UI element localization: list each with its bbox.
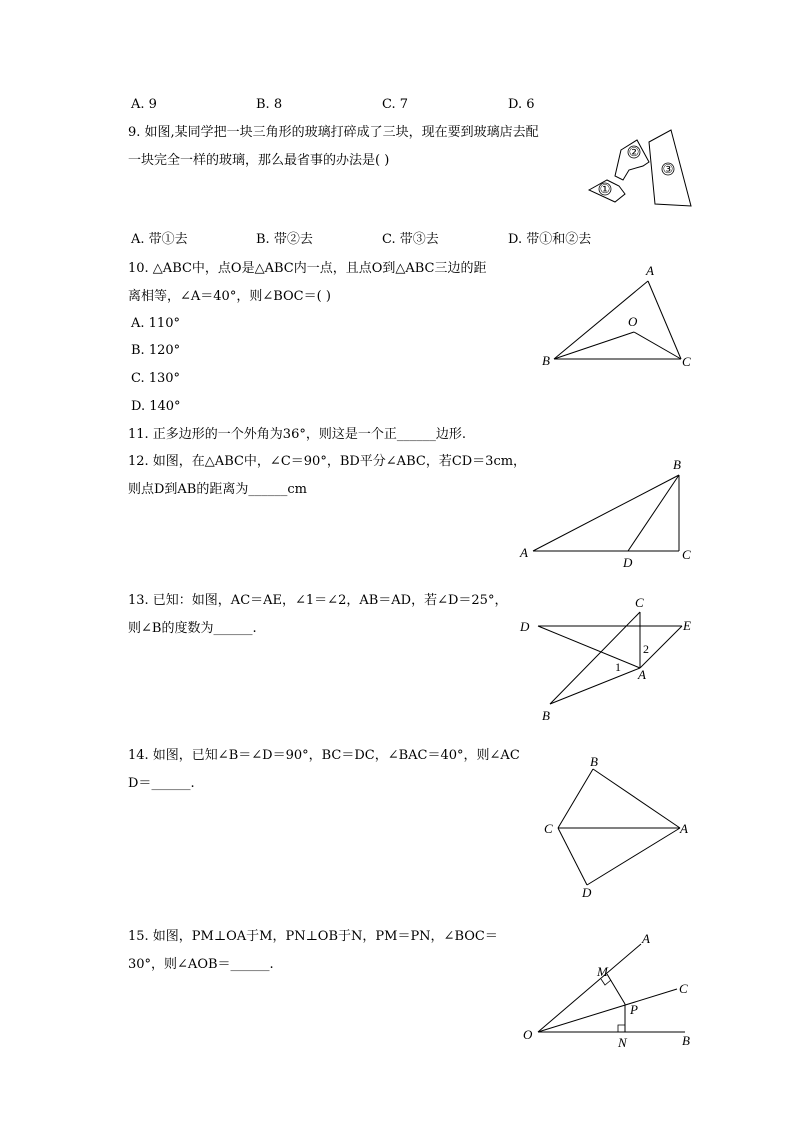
q13-point-a: A: [638, 667, 646, 682]
q14-point-b: B: [590, 754, 598, 769]
q15-point-a: A: [642, 931, 650, 946]
q9-option-b: B. 带②去: [256, 232, 313, 247]
q15-point-m: M: [597, 964, 608, 979]
q13-point-d: D: [520, 619, 530, 634]
q14-point-c: C: [544, 821, 553, 836]
q14-stem-line2: D＝______.: [128, 776, 195, 791]
q9-glass-pieces-figure: [585, 128, 695, 212]
q12-point-a: A: [520, 545, 528, 560]
q9-label-2: ②: [628, 145, 640, 159]
q15-stem-line1: 15. 如图，PM⊥OA于M，PN⊥OB于N，PM＝PN，∠BOC＝: [128, 929, 498, 944]
q9-label-1: ①: [599, 182, 611, 196]
q13-congruent-triangles-figure: [510, 594, 705, 724]
q15-point-c: C: [679, 981, 688, 996]
q15-answer-blank[interactable]: ______: [230, 957, 270, 972]
q15-point-p: P: [630, 1002, 638, 1017]
q10-point-a: A: [646, 263, 654, 278]
q10-option-a: A. 110°: [131, 316, 180, 331]
q9-option-a: A. 带①去: [131, 232, 188, 247]
q10-point-o: O: [628, 314, 638, 329]
q12-answer-blank[interactable]: ______: [248, 482, 288, 497]
q12-right-triangle-figure: [515, 455, 700, 570]
q8-option-b: B. 8: [256, 97, 283, 112]
q13-angle-2: 2: [643, 642, 649, 656]
q9-stem-line2: 一块完全一样的玻璃，那么最省事的办法是( ): [128, 153, 390, 168]
q13-stem-line2: 则∠B的度数为______.: [128, 621, 257, 636]
q10-option-d: D. 140°: [131, 399, 181, 414]
q9-option-d: D. 带①和②去: [508, 232, 592, 247]
q13-angle-1: 1: [615, 660, 621, 674]
q11-stem: 11. 正多边形的一个外角为36°，则这是一个正______边形.: [128, 427, 466, 442]
q8-option-a: A. 9: [131, 97, 157, 112]
q13-point-b: B: [542, 708, 550, 723]
q10-point-b: B: [542, 353, 550, 368]
q13-stem-line1: 13. 已知：如图，AC＝AE，∠1＝∠2，AB＝AD，若∠D＝25°，: [128, 593, 508, 608]
q9-stem-line1: 9. 如图,某同学把一块三角形的玻璃打碎成了三块，现在要到玻璃店去配: [128, 125, 539, 140]
q10-triangle-figure: [530, 260, 700, 375]
q10-option-b: B. 120°: [131, 343, 181, 358]
q12-point-c: C: [682, 547, 691, 562]
q8-option-c: C. 7: [382, 97, 409, 112]
q14-point-d: D: [582, 885, 592, 900]
q15-point-b: B: [682, 1033, 690, 1048]
q9-option-c: C. 带③去: [382, 232, 439, 247]
q15-stem-line2: 30°，则∠AOB＝______.: [128, 957, 274, 972]
q10-stem-line1: 10. △ABC中，点O是△ABC内一点，且点O到△ABC三边的距: [128, 261, 487, 276]
q14-stem-line1: 14. 如图，已知∠B＝∠D＝90°，BC＝DC，∠BAC＝40°，则∠AC: [128, 748, 520, 763]
q14-answer-blank[interactable]: ______: [151, 776, 191, 791]
q14-point-a: A: [680, 821, 688, 836]
q12-stem-line1: 12. 如图，在△ABC中，∠C＝90°，BD平分∠ABC，若CD＝3cm，: [128, 454, 527, 469]
q11-answer-blank[interactable]: ______: [396, 427, 436, 442]
q15-point-o: O: [523, 1027, 533, 1042]
q15-point-n: N: [618, 1035, 627, 1050]
q13-point-e: E: [683, 618, 691, 633]
q12-stem-line2: 则点D到AB的距离为______cm: [128, 482, 307, 497]
q12-point-b: B: [673, 457, 681, 472]
q12-point-d: D: [623, 555, 633, 570]
q10-point-c: C: [682, 354, 691, 369]
q13-answer-blank[interactable]: ______: [213, 621, 253, 636]
q9-label-3: ③: [662, 162, 674, 176]
q14-kite-figure: [535, 752, 695, 902]
q10-option-c: C. 130°: [131, 371, 181, 386]
q10-stem-line2: 离相等，∠A＝40°，则∠BOC＝( ): [128, 289, 331, 304]
q8-option-d: D. 6: [508, 97, 535, 112]
q15-angle-bisector-figure: [515, 925, 705, 1055]
q13-point-c: C: [635, 595, 644, 610]
